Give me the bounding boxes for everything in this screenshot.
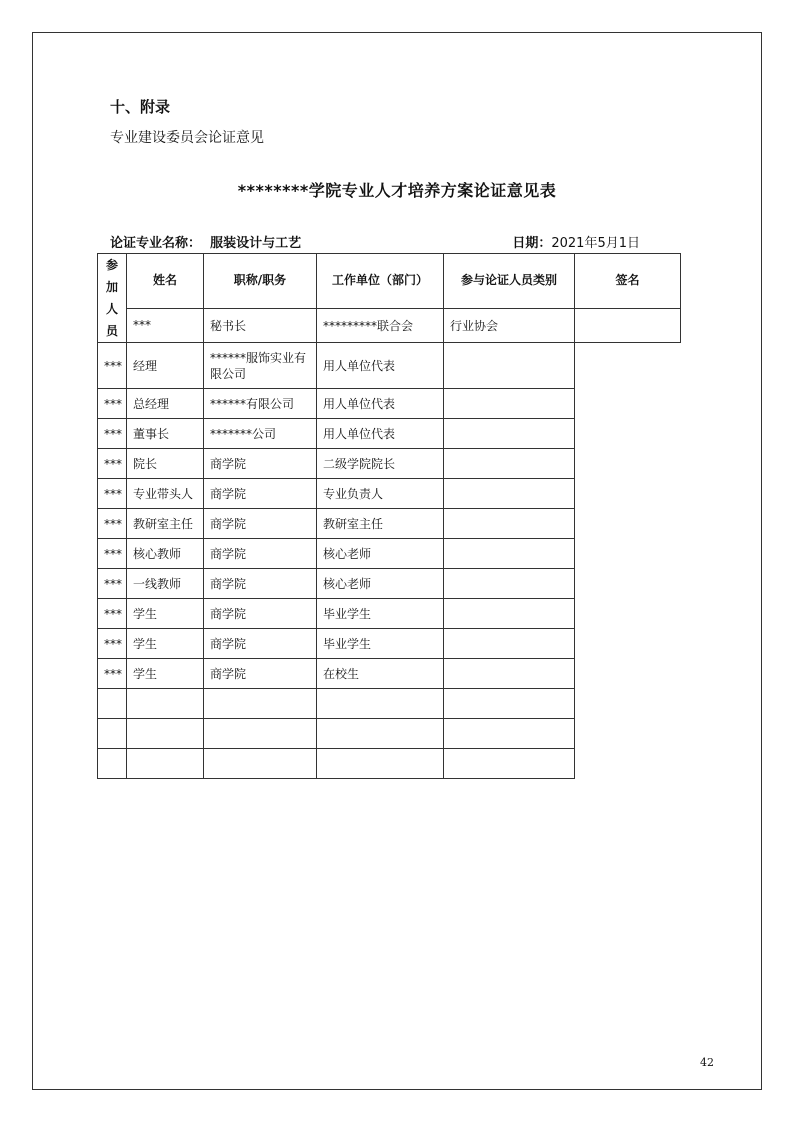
cell-category: 核心老师 bbox=[317, 569, 444, 599]
cell-signature[interactable] bbox=[444, 719, 575, 749]
cell-workplace: 商学院 bbox=[204, 479, 317, 509]
cell-category[interactable] bbox=[317, 749, 444, 779]
cell-name: *** bbox=[98, 539, 127, 569]
cell-category[interactable] bbox=[317, 719, 444, 749]
cell-signature[interactable] bbox=[444, 689, 575, 719]
cell-workplace: 商学院 bbox=[204, 629, 317, 659]
cell-workplace: ******服饰实业有限公司 bbox=[204, 343, 317, 389]
cell-name: *** bbox=[98, 599, 127, 629]
cell-category[interactable] bbox=[317, 689, 444, 719]
header-title: 职称/职务 bbox=[204, 254, 317, 309]
cell-name: *** bbox=[98, 449, 127, 479]
table-row-empty bbox=[98, 689, 681, 719]
cell-name[interactable] bbox=[98, 689, 127, 719]
cell-category: 用人单位代表 bbox=[317, 343, 444, 389]
date-value: 2021年5月1日 bbox=[551, 236, 640, 251]
cell-title: 学生 bbox=[127, 659, 204, 689]
table-header-row bbox=[98, 254, 681, 309]
cell-name: *** bbox=[127, 308, 204, 342]
cell-name: *** bbox=[98, 659, 127, 689]
cell-category: 毕业学生 bbox=[317, 629, 444, 659]
cell-signature[interactable] bbox=[444, 419, 575, 449]
major-label: 论证专业名称： bbox=[110, 236, 202, 251]
cell-signature[interactable] bbox=[444, 389, 575, 419]
cell-category: 专业负责人 bbox=[317, 479, 444, 509]
cell-signature[interactable] bbox=[444, 659, 575, 689]
cell-signature[interactable] bbox=[444, 479, 575, 509]
cell-title: 专业带头人 bbox=[127, 479, 204, 509]
table-row-empty bbox=[98, 749, 681, 779]
cell-name: *** bbox=[98, 569, 127, 599]
group-label-char: 参 bbox=[105, 258, 118, 272]
table-row bbox=[98, 659, 681, 689]
cell-name: *** bbox=[98, 343, 127, 389]
header-signature: 签名 bbox=[575, 254, 681, 309]
page-number: 42 bbox=[700, 1056, 714, 1069]
header-workplace: 工作单位（部门） bbox=[317, 254, 444, 309]
cell-signature[interactable] bbox=[444, 343, 575, 389]
cell-workplace[interactable] bbox=[204, 749, 317, 779]
cell-workplace[interactable] bbox=[204, 689, 317, 719]
cell-signature[interactable] bbox=[444, 569, 575, 599]
cell-title: 学生 bbox=[127, 629, 204, 659]
cell-signature[interactable] bbox=[444, 629, 575, 659]
table-row bbox=[98, 629, 681, 659]
major-field bbox=[110, 232, 301, 251]
cell-workplace: *********联合会 bbox=[317, 308, 444, 342]
group-label-char: 加 bbox=[105, 280, 118, 294]
cell-workplace: ******有限公司 bbox=[204, 389, 317, 419]
cell-workplace: 商学院 bbox=[204, 599, 317, 629]
cell-signature[interactable] bbox=[444, 749, 575, 779]
table-row bbox=[98, 539, 681, 569]
cell-title: 经理 bbox=[127, 343, 204, 389]
table-row bbox=[98, 389, 681, 419]
cell-name: *** bbox=[98, 509, 127, 539]
header-category: 参与论证人员类别 bbox=[444, 254, 575, 309]
table-row bbox=[98, 449, 681, 479]
cell-title: 核心教师 bbox=[127, 539, 204, 569]
cell-name: *** bbox=[98, 479, 127, 509]
cell-name: *** bbox=[98, 629, 127, 659]
cell-workplace: 商学院 bbox=[204, 569, 317, 599]
group-label-char: 人 bbox=[105, 302, 118, 316]
cell-workplace: *******公司 bbox=[204, 419, 317, 449]
cell-category: 用人单位代表 bbox=[317, 389, 444, 419]
cell-workplace[interactable] bbox=[204, 719, 317, 749]
cell-workplace: 商学院 bbox=[204, 539, 317, 569]
table-row bbox=[98, 308, 681, 342]
table-row bbox=[98, 419, 681, 449]
cell-name: *** bbox=[98, 389, 127, 419]
cell-title[interactable] bbox=[127, 719, 204, 749]
cell-category: 毕业学生 bbox=[317, 599, 444, 629]
cell-workplace: 商学院 bbox=[204, 659, 317, 689]
cell-category: 行业协会 bbox=[444, 308, 575, 342]
cell-workplace: 商学院 bbox=[204, 509, 317, 539]
cell-title: 院长 bbox=[127, 449, 204, 479]
cell-title: 秘书长 bbox=[204, 308, 317, 342]
participants-group-label bbox=[98, 254, 127, 343]
cell-category: 用人单位代表 bbox=[317, 419, 444, 449]
cell-title: 学生 bbox=[127, 599, 204, 629]
section-title: 十、附录 bbox=[110, 98, 171, 116]
section-subtitle: 专业建设委员会论证意见 bbox=[110, 130, 264, 146]
cell-category: 核心老师 bbox=[317, 539, 444, 569]
table-row bbox=[98, 569, 681, 599]
cell-category: 在校生 bbox=[317, 659, 444, 689]
group-label-char: 员 bbox=[105, 324, 118, 338]
cell-title: 教研室主任 bbox=[127, 509, 204, 539]
cell-title: 董事长 bbox=[127, 419, 204, 449]
cell-name: *** bbox=[98, 419, 127, 449]
cell-name[interactable] bbox=[98, 749, 127, 779]
cell-title[interactable] bbox=[127, 749, 204, 779]
table-row bbox=[98, 599, 681, 629]
date-field bbox=[512, 232, 640, 251]
cell-workplace: 商学院 bbox=[204, 449, 317, 479]
table-row-empty bbox=[98, 719, 681, 749]
cell-title: 一线教师 bbox=[127, 569, 204, 599]
date-label: 日期： bbox=[512, 236, 552, 251]
cell-signature[interactable] bbox=[444, 539, 575, 569]
cell-category: 教研室主任 bbox=[317, 509, 444, 539]
cell-signature[interactable] bbox=[444, 509, 575, 539]
cell-signature[interactable] bbox=[444, 599, 575, 629]
cell-title[interactable] bbox=[127, 689, 204, 719]
table-row bbox=[98, 509, 681, 539]
cell-title: 总经理 bbox=[127, 389, 204, 419]
cell-name[interactable] bbox=[98, 719, 127, 749]
cell-signature[interactable] bbox=[575, 308, 681, 342]
form-title: ********学院专业人才培养方案论证意见表 bbox=[237, 181, 557, 200]
table-row bbox=[98, 343, 681, 389]
table-row bbox=[98, 479, 681, 509]
participants-table bbox=[97, 253, 681, 779]
cell-signature[interactable] bbox=[444, 449, 575, 479]
major-value: 服装设计与工艺 bbox=[210, 236, 302, 251]
header-name: 姓名 bbox=[127, 254, 204, 309]
cell-category: 二级学院院长 bbox=[317, 449, 444, 479]
